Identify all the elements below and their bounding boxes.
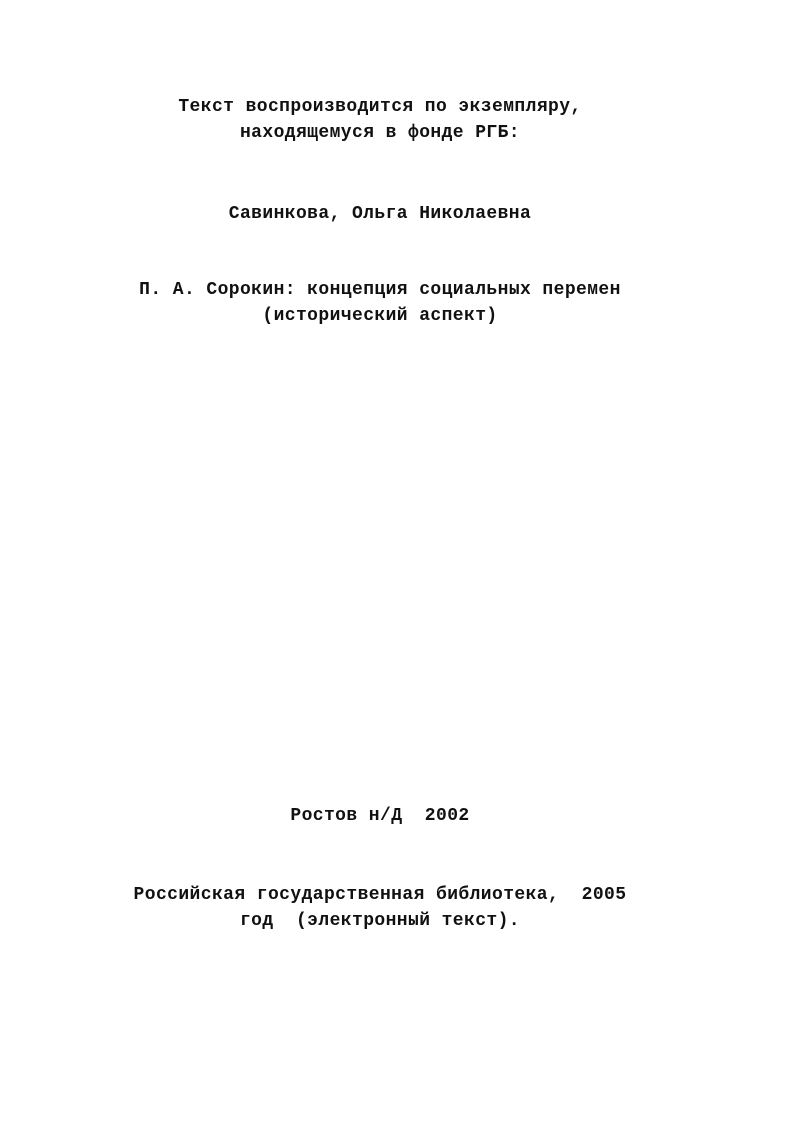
library-note-line-1: Российская государственная библиотека, 2005 [133, 885, 627, 905]
source-notice-line-1: Текст воспроизводится по экземпляру, [178, 97, 582, 117]
document-title-line-2: (исторический аспект) [262, 306, 498, 326]
author-name: Савинкова, Ольга Николаевна [228, 204, 532, 224]
source-notice-line-2: находящемуся в фонде РГБ: [239, 123, 521, 143]
document-title-line-1: П. А. Сорокин: концепция социальных перемен [139, 280, 621, 300]
library-note-line-2: год (электронный текст). [239, 911, 521, 931]
publication-imprint: Ростов н/Д 2002 [290, 806, 470, 826]
